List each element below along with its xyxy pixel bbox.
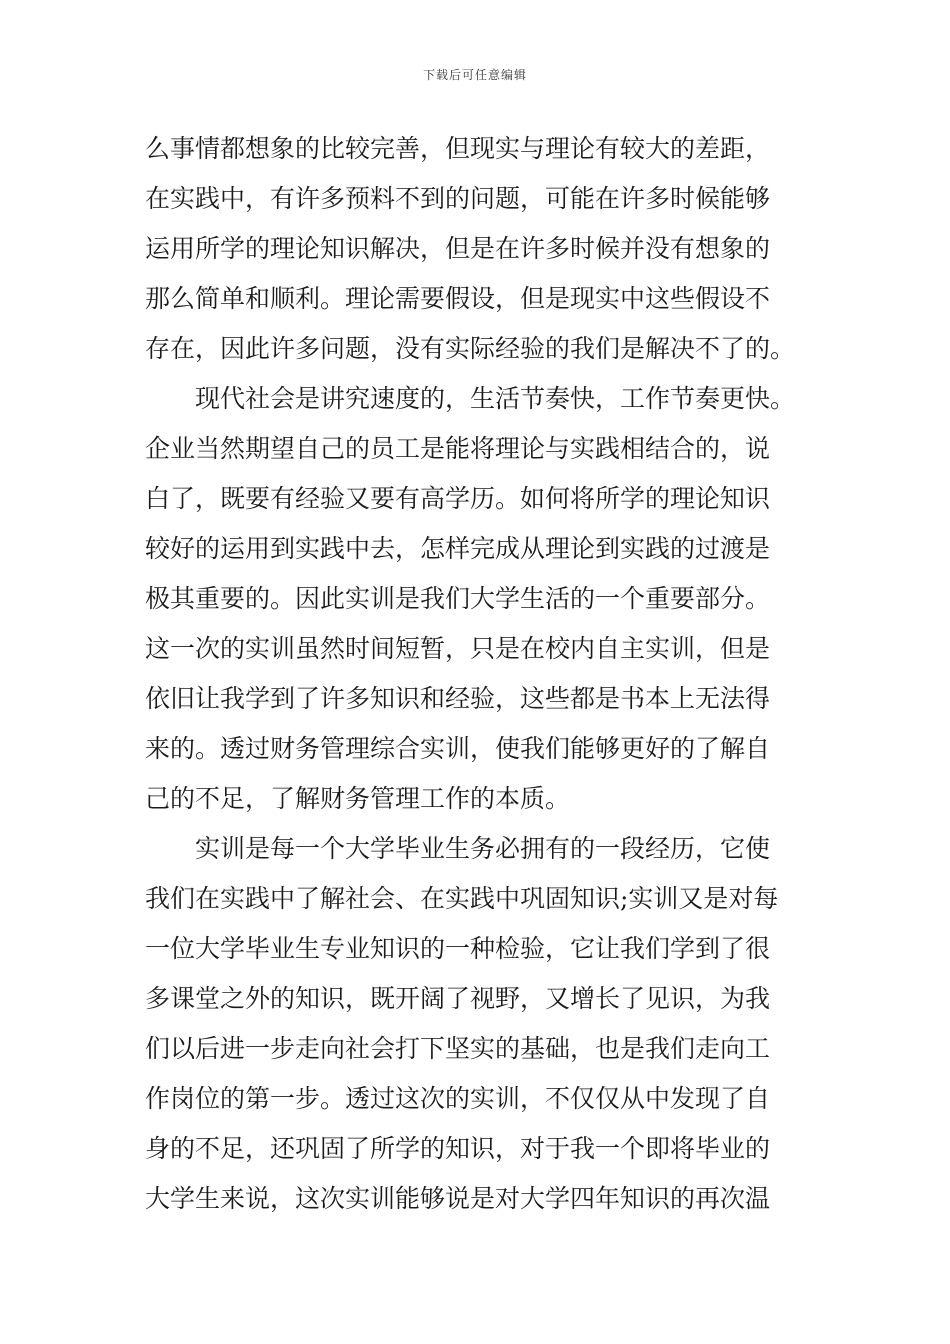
text-line: 那么简单和顺利。理论需要假设，但是现实中这些假设不: [145, 284, 771, 313]
text-line: 大学生来说，这次实训能够说是对大学四年知识的再次温: [145, 1184, 771, 1213]
paragraph-first-line: 现代社会是讲究速度的，生活节奏快，工作节奏更快。: [195, 384, 796, 413]
paragraph-first-line: 实训是每一个大学毕业生务必拥有的一段经历，它使: [195, 834, 771, 863]
document-body: [145, 124, 815, 1224]
text-line: 我们在实践中了解社会、在实践中巩固知识;实训又是对每: [145, 884, 779, 913]
text-line: 身的不足，还巩固了所学的知识，对于我一个即将毕业的: [145, 1134, 771, 1163]
text-line: 么事情都想象的比较完善，但现实与理论有较大的差距，: [145, 134, 771, 163]
text-line: 一位大学毕业生专业知识的一种检验，它让我们学到了很: [145, 934, 771, 963]
text-line: 这一次的实训虽然时间短暂，只是在校内自主实训，但是: [145, 634, 771, 663]
text-line: 存在，因此许多问题，没有实际经验的我们是解决不了的。: [145, 334, 796, 363]
text-line: 运用所学的理论知识解决，但是在许多时候并没有想象的: [145, 234, 771, 263]
text-line: 极其重要的。因此实训是我们大学生活的一个重要部分。: [145, 584, 771, 613]
text-line: 作岗位的第一步。透过这次的实训，不仅仅从中发现了自: [145, 1084, 771, 1113]
text-line: 来的。透过财务管理综合实训，使我们能够更好的了解自: [145, 734, 771, 763]
text-line: 白了，既要有经验又要有高学历。如何将所学的理论知识: [145, 484, 771, 513]
text-line: 多课堂之外的知识，既开阔了视野，又增长了见识，为我: [145, 984, 771, 1013]
text-line: 依旧让我学到了许多知识和经验，这些都是书本上无法得: [145, 684, 771, 713]
text-line: 己的不足，了解财务管理工作的本质。: [145, 784, 571, 813]
text-line: 较好的运用到实践中去，怎样完成从理论到实践的过渡是: [145, 534, 771, 563]
page-header-note: 下载后可任意编辑: [422, 68, 527, 82]
text-line: 企业当然期望自己的员工是能将理论与实践相结合的，说: [145, 434, 771, 463]
text-line: 们以后进一步走向社会打下坚实的基础，也是我们走向工: [145, 1034, 771, 1063]
text-line: 在实践中，有许多预料不到的问题，可能在许多时候能够: [145, 184, 771, 213]
